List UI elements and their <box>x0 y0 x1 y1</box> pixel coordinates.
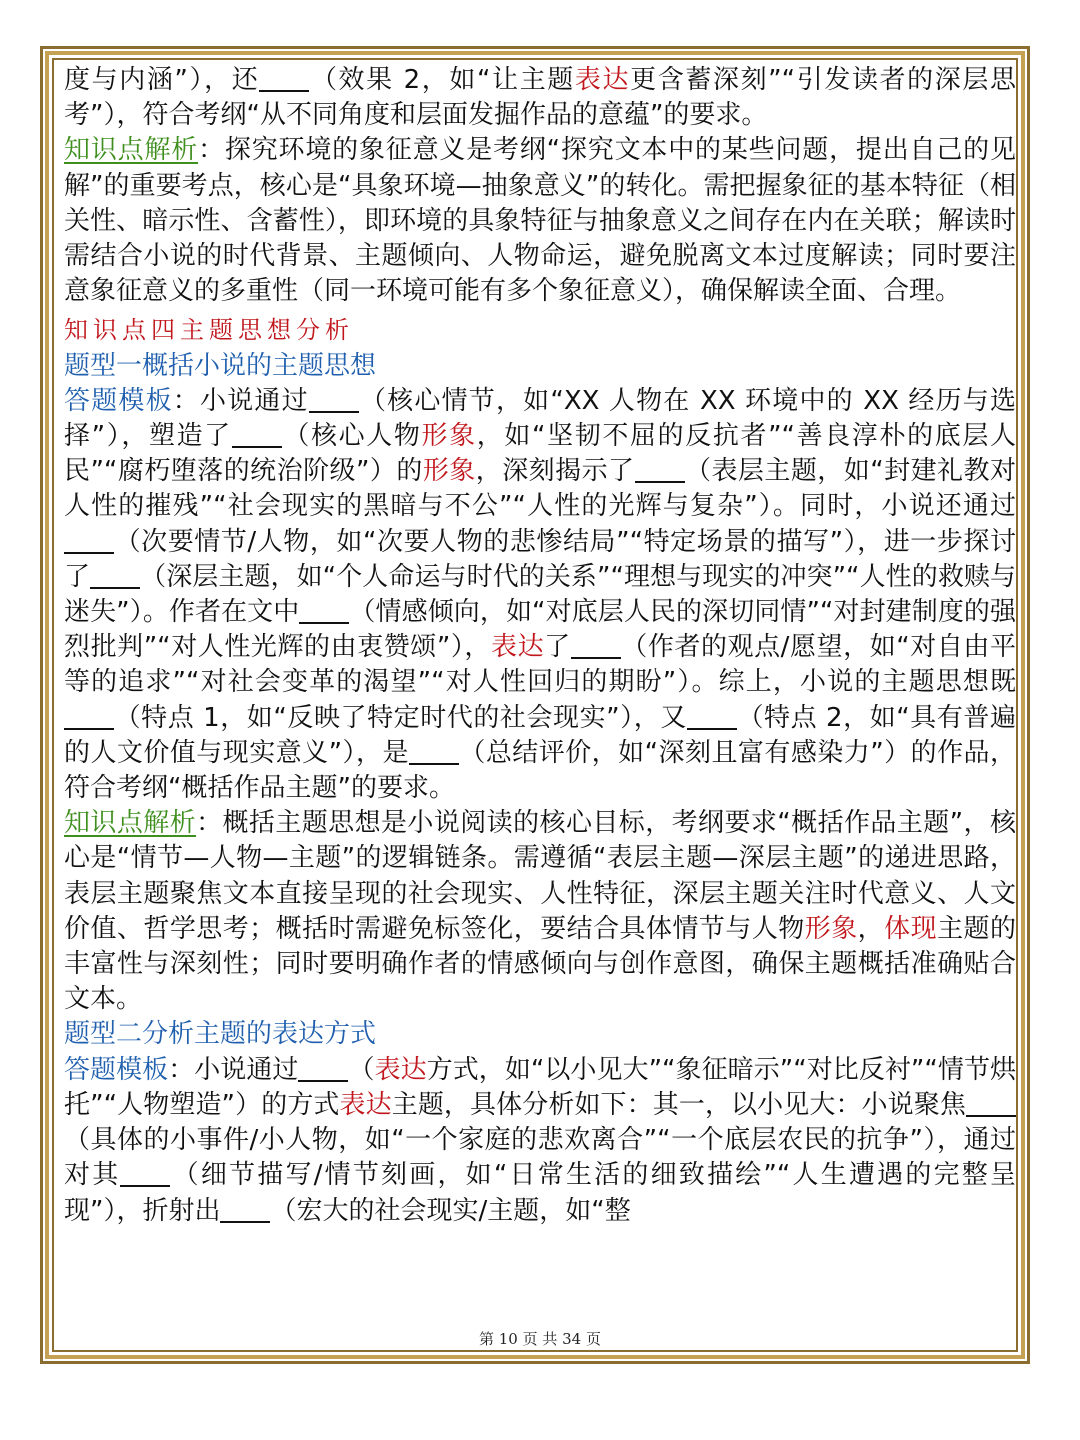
page-content <box>64 63 1016 1229</box>
blank <box>232 420 282 448</box>
heading-question-type-1: 题型一概括小说的主题思想 <box>64 350 377 381</box>
blank <box>64 526 114 554</box>
knowledge-analysis-label: 知识点解析 <box>64 135 199 166</box>
blank <box>220 1195 270 1223</box>
blank <box>298 1054 348 1082</box>
blank <box>120 1159 170 1187</box>
paragraph-effect-continued: 度与内涵”），还 （效果 2，如“让主题表达更含蓄深刻”“引发读者的深层思考”），符合考纲“从不同角度和层面发掘作品的意蕴”的要求。 <box>64 65 1016 131</box>
blank <box>64 702 114 730</box>
blank <box>90 561 140 589</box>
paragraph-knowledge-analysis-1: 知识点解析：探究环境的象征意义是考纲“探究文本中的某些问题，提出自己的见解”的重要考点，核心是“具象环境—抽象意义”的转化。需把握象征的基本特征（相关性、暗示性、含蓄性），即环境的具象特征与抽象意义之间存在内在关联；解读时需结合小说的时代背景、主题倾向、人物命运，避免脱离文本过度解读；同时要注意象征意义的多重性（同一环境可能有多个象征意义），确保解读全面、合理。 <box>64 135 1016 307</box>
page-number-footer: 第 10 页 共 34 页 <box>478 1330 601 1348</box>
blank <box>966 1089 1016 1117</box>
paragraph-answer-template-1: 答题模板：小说通过 （核心情节，如“XX 人物在 XX 环境中的 XX 经历与选择”），塑造了 （核心人物形象，如“坚韧不屈的反抗者”“善良淳朴的底层人民”“腐朽堕落的统治阶级”）的形象，深刻揭示了 （表层主题，如“封建礼教对人性的摧残”“社会现实的黑暗与不公”“人性的光辉与复杂”）。同时，小说还通过（次要情节/人物，如“次要人物的悲惨结局”“特定场景的描写”），进一步探讨了 （深层主题，如“个人命运与时代的关系”“理想与现实的冲突”“人性的救赎与迷失”）。作者在文中 （情感倾向，如“对底层人民的深切同情”“对封建制度的强烈批判”“对人性光辉的由衷赞颂”），表达了 （作者的观点/愿望，如“对自由平等的追求”“对社会变革的渴望”“对人性回归的期盼”）。综上，小说的主题思想既（特点 1，如“反映了特定时代的社会现实”），又 （特点 2，如“具有普遍的人文价值与现实意义”），是 （总结评价，如“深刻且富有感染力”）的作品，符合考纲“概括作品主题”的要求。 <box>64 385 1016 804</box>
paragraph-answer-template-2: 答题模板：小说通过 （表达方式，如“以小见大”“象征暗示”“对比反衬”“情节烘托”“人物塑造”）的方式表达主题，具体分析如下：其一，以小见大：小说聚焦（具体的小事件/小人物，如“一个家庭的悲欢离合”“一个底层农民的抗争”），通过对其 （细节描写/情节刻画，如“日常生活的细致描绘”“人生遭遇的完整呈现”），折射出 （宏大的社会现实/主题，如“整 <box>64 1054 1016 1226</box>
blank <box>299 596 349 624</box>
blank <box>635 455 685 483</box>
knowledge-analysis-label: 知识点解析 <box>64 808 197 839</box>
blank <box>309 385 359 413</box>
paragraph-knowledge-analysis-2: 知识点解析：概括主题思想是小说阅读的核心目标，考纲要求“概括作品主题”，核心是“情节—人物—主题”的逻辑链条。需遵循“表层主题—深层主题”的递进思路，表层主题聚焦文本直接呈现的社会现实、人性特征，深层主题关注时代意义、人文价值、哲学思考；概括时需避免标签化，要结合具体情节与人物形象，体现主题的丰富性与深刻性；同时要明确作者的情感倾向与创作意图，确保主题概括准确贴合文本。 <box>64 808 1016 1015</box>
blank <box>259 64 309 92</box>
heading-question-type-2: 题型二分析主题的表达方式 <box>64 1019 377 1050</box>
blank <box>571 631 621 659</box>
blank <box>409 737 459 765</box>
blank <box>687 702 737 730</box>
answer-template-label: 答题模板 <box>64 1054 169 1085</box>
heading-knowledge-point-4: 知识点四主题思想分析 <box>64 316 354 345</box>
answer-template-label: 答题模板 <box>64 385 173 416</box>
